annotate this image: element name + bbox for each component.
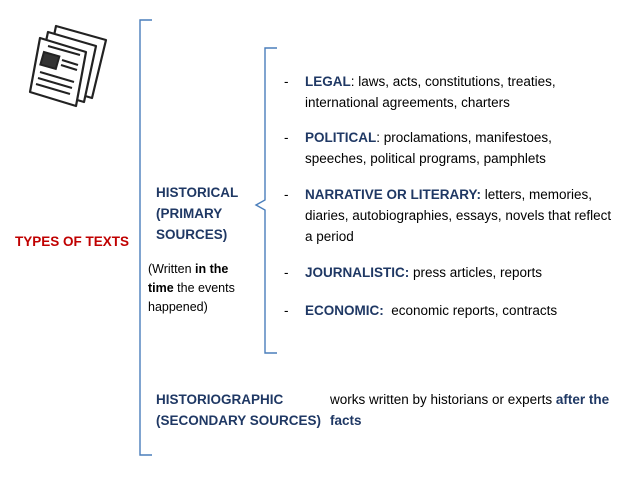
list-item-economic: - ECONOMIC: economic reports, contracts xyxy=(284,303,558,318)
list-item-legal: - LEGAL: laws, acts, constitutions, treaties, international agreements, charters xyxy=(284,74,556,110)
historiographic-heading: HISTORIOGRAPHIC (SECONDARY SOURCES) xyxy=(156,392,322,428)
list-item-political: - POLITICAL: proclamations, manifestoes, speeches, political programs, pamphlets xyxy=(284,130,552,166)
list-item-narrative: - NARRATIVE OR LITERARY: letters, memories, diaries, autobiographies, essays, novels that reflect a period xyxy=(284,187,612,244)
main-bracket xyxy=(140,20,152,455)
historical-note: (Written in the time the events happened) xyxy=(148,262,235,314)
types-of-texts-label: TYPES OF TEXTS xyxy=(15,234,130,249)
historical-heading: HISTORICAL (PRIMARY SOURCES) xyxy=(156,185,239,242)
list-item-journalistic: - JOURNALISTIC: press articles, reports xyxy=(284,265,543,280)
historiographic-description: works written by historians or experts after the facts xyxy=(330,392,610,428)
